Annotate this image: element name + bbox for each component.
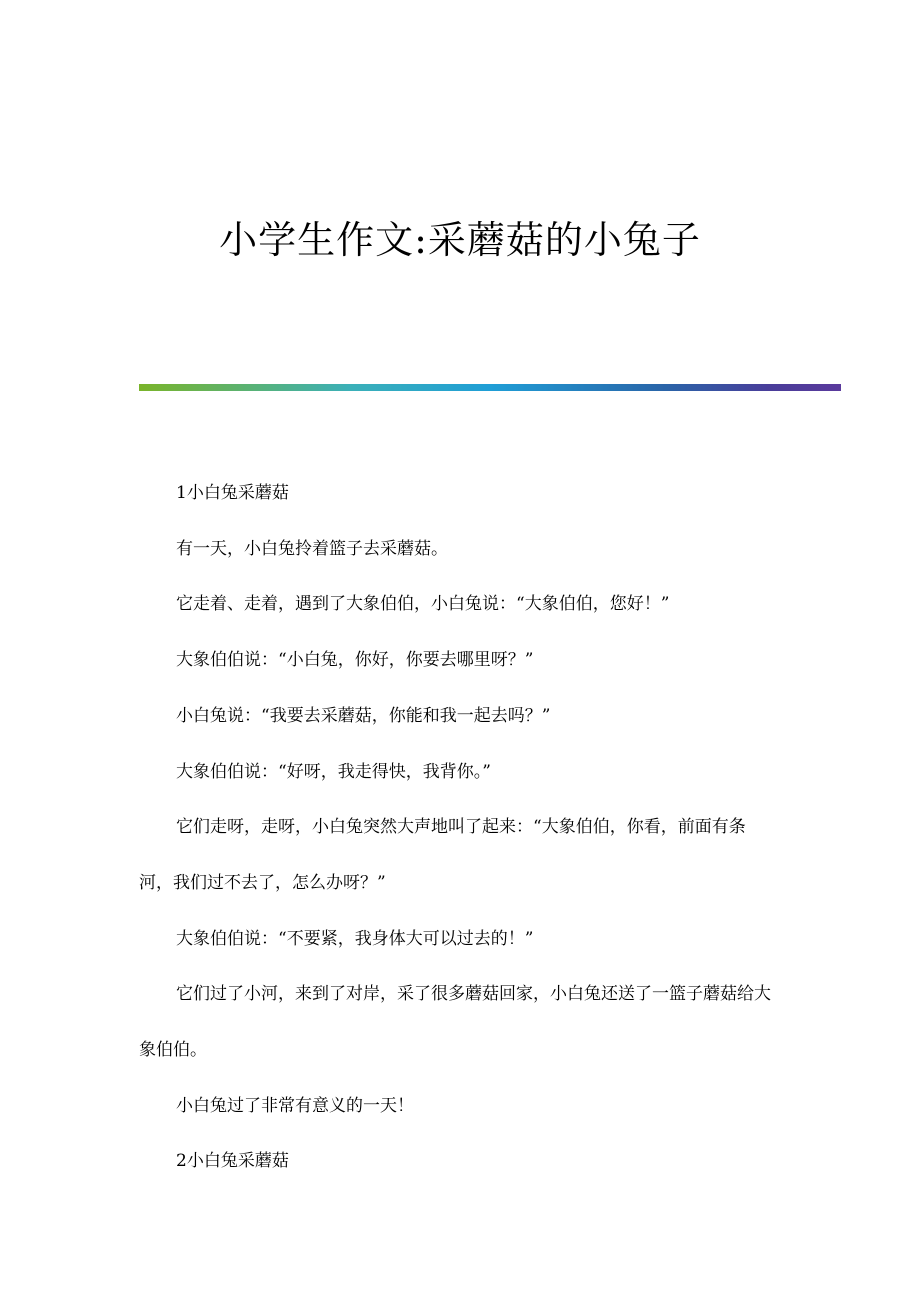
document-title: 小学生作文:采蘑菇的小兔子 [219,218,701,262]
document-body [139,466,779,1190]
paragraph: 它们走呀，走呀，小白兔突然大声地叫了起来：“大象伯伯，你看，前面有条河，我们过不去了，怎么办呀？” [139,817,746,893]
paragraph: 小白兔过了非常有意义的一天！ [176,1095,414,1116]
paragraph: 它们过了小河，来到了对岸，采了很多蘑菇回家，小白兔还送了一篮子蘑菇给大象伯伯。 [139,984,771,1061]
paragraph: 它走着、走着，遇到了大象伯伯，小白兔说：“大象伯伯，您好！” [176,594,670,615]
gradient-divider [139,384,841,391]
paragraph: 有一天，小白兔拎着篮子去采蘑菇。 [176,538,448,559]
paragraph: 大象伯伯说：“好呀，我走得快，我背你。” [176,761,491,782]
paragraph: 小白兔说：“我要去采蘑菇，你能和我一起去吗？” [176,705,551,726]
paragraph: 大象伯伯说：“不要紧，我身体大可以过去的！” [176,928,534,949]
paragraph: 大象伯伯说：“小白兔，你好，你要去哪里呀？” [176,650,534,671]
paragraph: 2小白兔采蘑菇 [176,1151,289,1172]
paragraph: 1小白兔采蘑菇 [176,483,289,503]
